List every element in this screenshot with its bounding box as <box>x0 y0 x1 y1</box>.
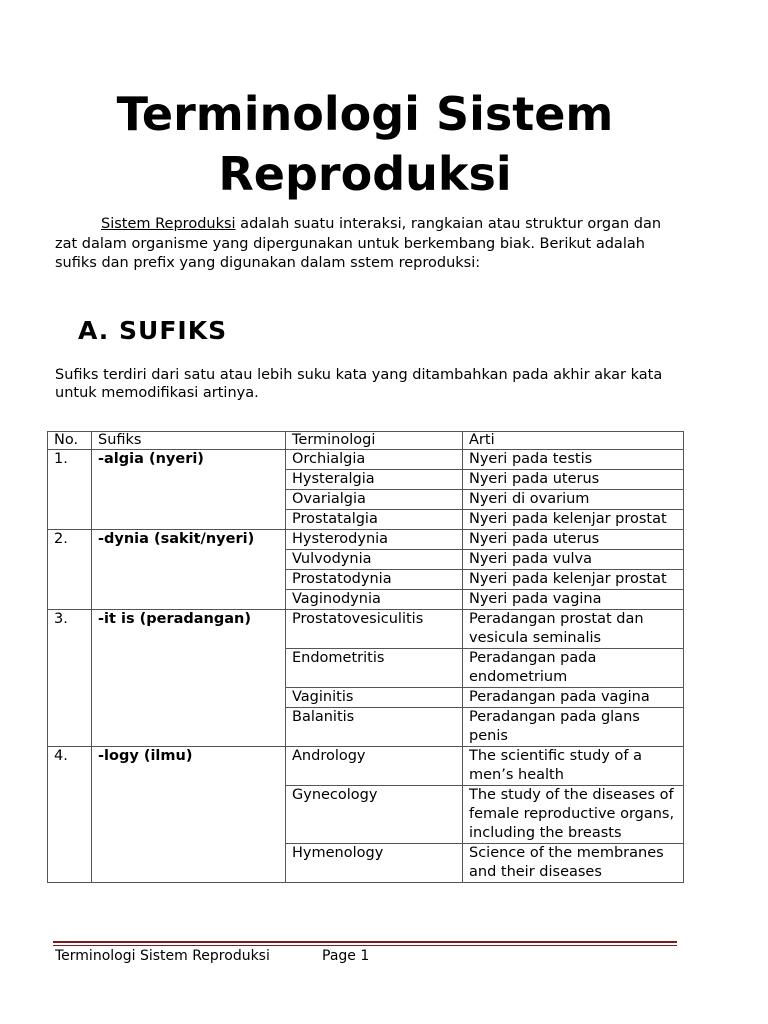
row-number: 1. <box>48 450 92 530</box>
term-cell: Vulvodynia <box>286 550 463 570</box>
meaning-cell: The scientific study of a men’s health <box>463 747 684 786</box>
meaning-cell: Nyeri pada vagina <box>463 590 684 610</box>
suffix-cell: -logy (ilmu) <box>92 747 286 883</box>
term-cell: Vaginodynia <box>286 590 463 610</box>
table-row <box>48 450 684 470</box>
term-cell: Prostatalgia <box>286 510 463 530</box>
title-line-2: Reproduksi <box>218 147 512 201</box>
term-cell: Orchialgia <box>286 450 463 470</box>
meaning-cell: The study of the diseases of female reproductive organs, including the breasts <box>463 786 684 844</box>
meaning-cell: Nyeri pada kelenjar prostat <box>463 570 684 590</box>
document-title <box>60 84 670 204</box>
header-arti: Arti <box>463 432 684 450</box>
suffix-cell: -it is (peradangan) <box>92 610 286 747</box>
term-cell: Hysterodynia <box>286 530 463 550</box>
row-number: 3. <box>48 610 92 747</box>
intro-text: adalah suatu interaksi, rangkaian atau struktur organ dan zat dalam organisme yang dipergunakan untuk berkembang biak. Berikut adalah sufiks dan prefix yang digunakan dalam sstem reproduksi: <box>55 216 662 271</box>
meaning-cell: Peradangan pada glans penis <box>463 708 684 747</box>
term-cell: Andrology <box>286 747 463 786</box>
term-cell: Ovarialgia <box>286 490 463 510</box>
meaning-cell: Nyeri pada testis <box>463 450 684 470</box>
header-no: No. <box>48 432 92 450</box>
title-line-1: Terminologi Sistem <box>116 87 614 141</box>
section-heading: A. SUFIKS <box>78 316 228 345</box>
suffix-table <box>47 431 684 883</box>
term-cell: Vaginitis <box>286 688 463 708</box>
suffix-cell: -algia (nyeri) <box>92 450 286 530</box>
term-cell: Prostatovesiculitis <box>286 610 463 649</box>
term-cell: Hysteralgia <box>286 470 463 490</box>
meaning-cell: Nyeri pada kelenjar prostat <box>463 510 684 530</box>
meaning-cell: Nyeri di ovarium <box>463 490 684 510</box>
table-header-row <box>48 432 684 450</box>
meaning-cell: Peradangan prostat dan vesicula seminalis <box>463 610 684 649</box>
intro-paragraph <box>55 215 685 274</box>
footer-rule <box>53 941 677 943</box>
table-row <box>48 747 684 786</box>
meaning-cell: Science of the membranes and their diseases <box>463 844 684 883</box>
footer-page-number: Page 1 <box>322 948 370 964</box>
meaning-cell: Nyeri pada uterus <box>463 530 684 550</box>
term-cell: Prostatodynia <box>286 570 463 590</box>
row-number: 4. <box>48 747 92 883</box>
meaning-cell: Peradangan pada endometrium <box>463 649 684 688</box>
term-cell: Gynecology <box>286 786 463 844</box>
footer-title: Terminologi Sistem Reproduksi <box>55 948 270 964</box>
section-intro-paragraph: Sufiks terdiri dari satu atau lebih suku kata yang ditambahkan pada akhir akar kata untuk memodifikasi artinya. <box>55 367 663 401</box>
meaning-cell: Nyeri pada vulva <box>463 550 684 570</box>
row-number: 2. <box>48 530 92 610</box>
suffix-cell: -dynia (sakit/nyeri) <box>92 530 286 610</box>
meaning-cell: Nyeri pada uterus <box>463 470 684 490</box>
term-cell: Endometritis <box>286 649 463 688</box>
intro-term: Sistem Reproduksi <box>101 216 236 232</box>
footer-rule-thin <box>53 945 677 946</box>
table-row <box>48 530 684 550</box>
header-sufiks: Sufiks <box>92 432 286 450</box>
term-cell: Balanitis <box>286 708 463 747</box>
term-cell: Hymenology <box>286 844 463 883</box>
table-body <box>48 450 684 883</box>
header-terminologi: Terminologi <box>286 432 463 450</box>
meaning-cell: Peradangan pada vagina <box>463 688 684 708</box>
table-row <box>48 610 684 649</box>
